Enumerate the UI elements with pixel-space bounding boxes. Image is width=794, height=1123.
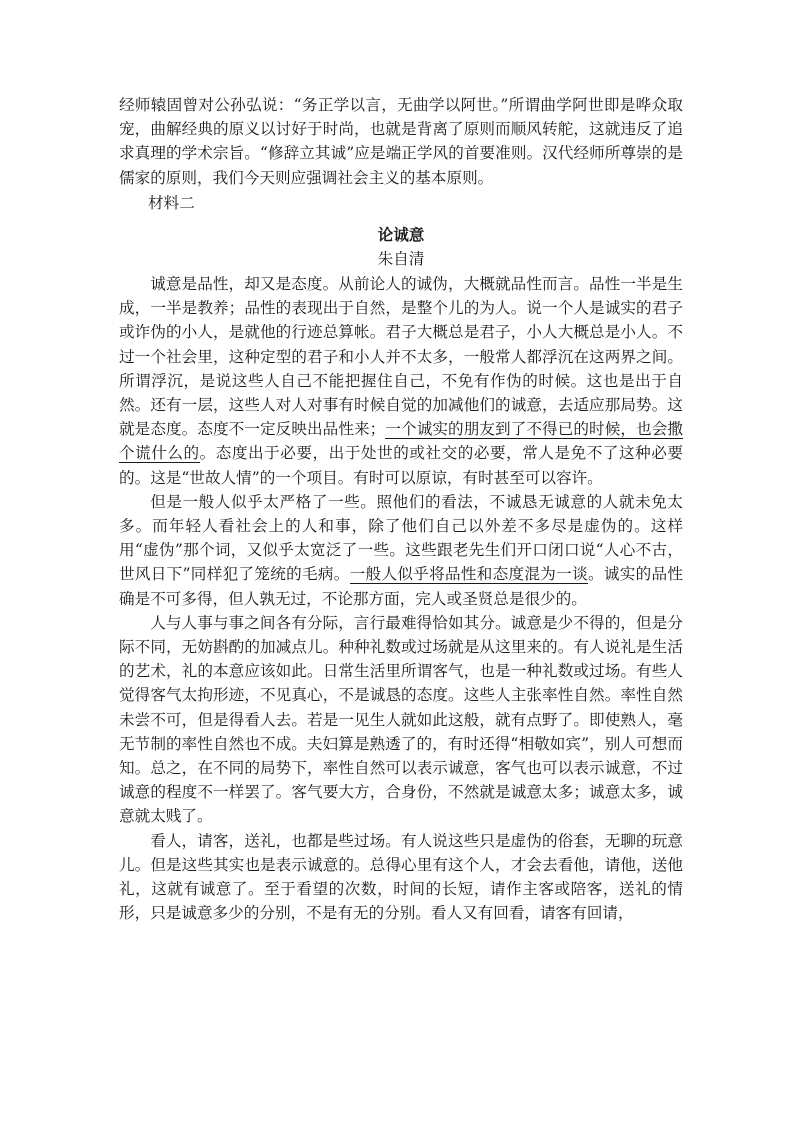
paragraph-formalities: 看人，请客，送礼，也都是些过场。有人说这些只是虚伪的俗套，无聊的玩意儿。但是这些其实也是表示诚意的。总得心里有这个人，才会去看他，请他，送他礼，这就有诚意了。至于看望的次数，时间的长短，请作主客或陪客，送礼的情形，只是诚意多少的分别，不是有无的分别。看人又有回看，请客有回请， (119, 831, 683, 923)
essay-title: 论诚意 (377, 225, 425, 245)
document-body (119, 93, 683, 926)
paragraph-intro: 经师辕固曾对公孙弘说：“务正学以言，无曲学以阿世。”所谓曲学阿世即是哗众取宠，曲解经典的原义以讨好于时尚，也就是背离了原则而顺风转舵，这就违反了追求真理的学术宗旨。“修辞立其诚”应是端正学风的首要准则。汉代经师所尊崇的是儒家的原则，我们今天则应强调社会主义的基本原则。 (119, 96, 683, 187)
section-label: 材料二 (148, 193, 195, 212)
paragraph-text: 。诚实的品性确是不可多得，但人孰无过，不论那方面，完人或圣贤总是很少的。 (119, 565, 683, 608)
paragraph-etiquette: 人与人事与事之间各有分际，言行最难得恰如其分。诚意是少不得的，但是分际不同，无妨斟酌的加减点儿。种种礼数或过场就是从这里来的。有人说礼是生活的艺术，礼的本意应该如此。日常生活里所谓客气，也是一种礼数或过场。有些人觉得客气太拘形迹，不见真心，不是诚恳的态度。这些人主张率性自然。率性自然未尝不可，但是得看人去。若是一见生人就如此这般，就有点野了。即使熟人，毫无节制的率性自然也不成。夫妇算是熟透了的，有时还得“相敬如宾”，别人可想而知。总之，在不同的局势下，率性自然可以表示诚意，客气也可以表示诚意，不过诚意的程度不一样罢了。客气要大方，合身份，不然就是诚意太多；诚意太多，诚意就太贱了。 (119, 613, 683, 826)
underlined-sentence: 一个诚实的朋友到了不得已的时候，也会撒个谎什么的 (119, 420, 683, 463)
paragraph-text: 。态度出于必要，出于处世的或社交的必要，常人是免不了这种必要的。这是“世故人情”的一个项目。有时可以原谅，有时甚至可以容许。 (119, 444, 683, 487)
paragraph-sincerity-definition (119, 272, 683, 490)
essay-author: 朱自清 (377, 250, 425, 269)
underlined-sentence: 一般人似乎将品性和态度混为一谈 (349, 565, 588, 584)
paragraph-general-view (119, 490, 683, 611)
paragraph-text: 诚意是品性，却又是态度。从前论人的诚伪，大概就品性而言。品性一半是生成，一半是教养；品性的表现出于自然，是整个儿的为人。说一个人是诚实的君子或诈伪的小人，是就他的行迹总算帐。君子大概总是君子，小人大概总是小人。不过一个社会里，这种定型的君子和小人并不太多，一般常人都浮沉在这两界之间。所谓浮沉，是说这些人自己不能把握住自己，不免有作伪的时候。这也是出于自然。还有一层，这些人对人对事有时候自觉的加减他们的诚意，去适应那局势。这就是态度。态度不一定反映出品性来； (119, 275, 683, 439)
paragraph-text: 但是一般人似乎太严格了一些。照他们的看法，不诚恳无诚意的人就未免太多。而年轻人看社会上的人和事，除了他们自己以外差不多尽是虚伪的。这样用“虚伪”那个词，又似乎太宽泛了一些。这些跟老先生们开口闭口说“人心不古，世风日下”同样犯了笼统的毛病。 (119, 492, 683, 584)
